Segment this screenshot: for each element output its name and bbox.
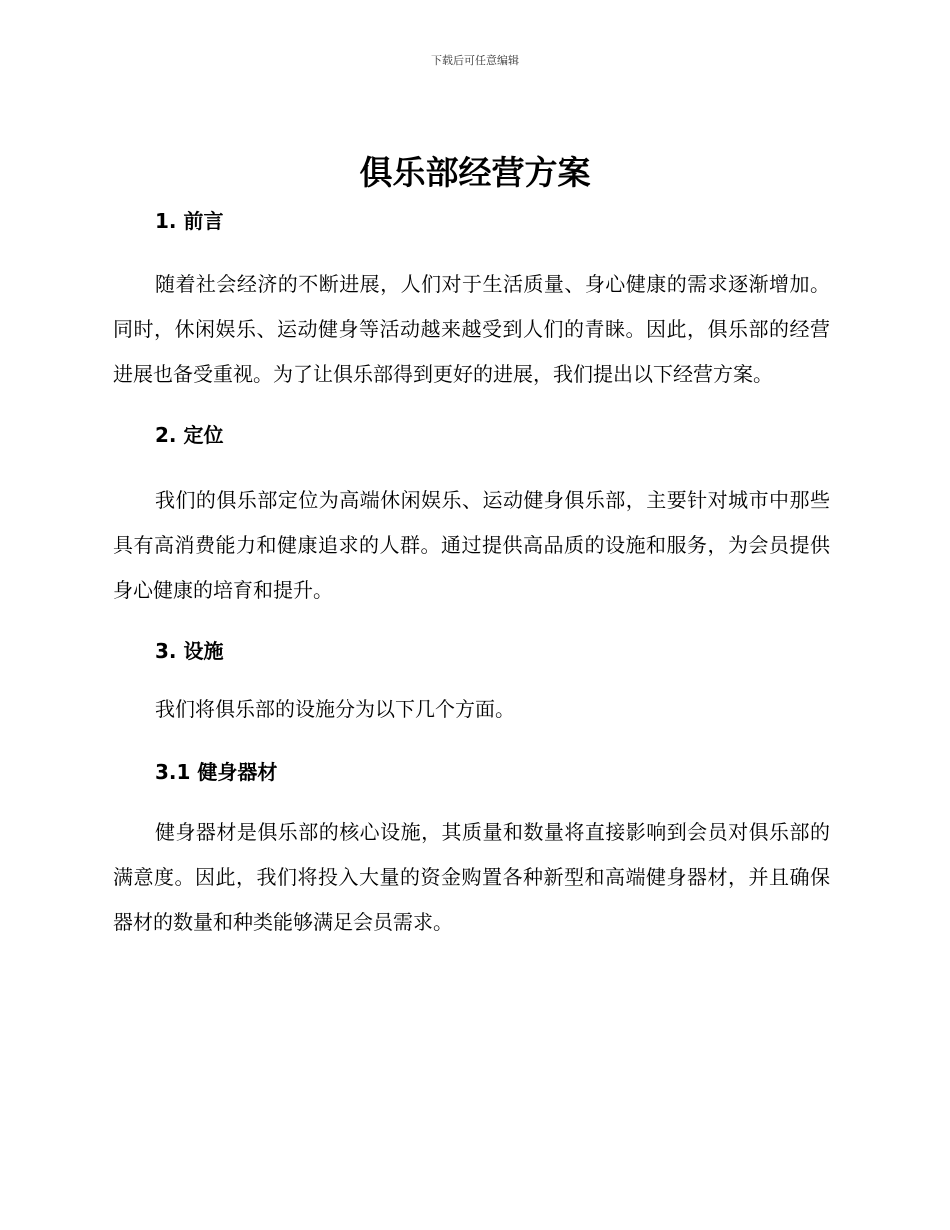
section-heading-positioning: 2. 定位 <box>155 423 224 447</box>
section-paragraph-positioning: 我们的俱乐部定位为高端休闲娱乐、运动健身俱乐部，主要针对城市中那些具有高消费能力和健康追求的人群。通过提供高品质的设施和服务，为会员提供身心健康的培育和提升。 <box>113 488 830 602</box>
page-header-note: 下载后可任意编辑 <box>431 54 519 67</box>
section-paragraph-preface: 随着社会经济的不断进展，人们对于生活质量、身心健康的需求逐渐增加。同时，休闲娱乐、运动健身等活动越来越受到人们的青睐。因此，俱乐部的经营进展也备受重视。为了让俱乐部得到更好的进展，我们提出以下经营方案。 <box>113 272 830 386</box>
section-heading-facilities: 3. 设施 <box>155 639 224 663</box>
section-paragraph-facilities: 我们将俱乐部的设施分为以下几个方面。 <box>155 697 515 721</box>
document-title: 俱乐部经营方案 <box>359 153 591 192</box>
section-heading-fitness-equipment: 3.1 健身器材 <box>155 760 278 784</box>
section-heading-preface: 1. 前言 <box>155 209 224 233</box>
section-paragraph-fitness-equipment: 健身器材是俱乐部的核心设施，其质量和数量将直接影响到会员对俱乐部的满意度。因此，我们将投入大量的资金购置各种新型和高端健身器材，并且确保器材的数量和种类能够满足会员需求。 <box>113 820 830 934</box>
document-body <box>113 205 830 945</box>
